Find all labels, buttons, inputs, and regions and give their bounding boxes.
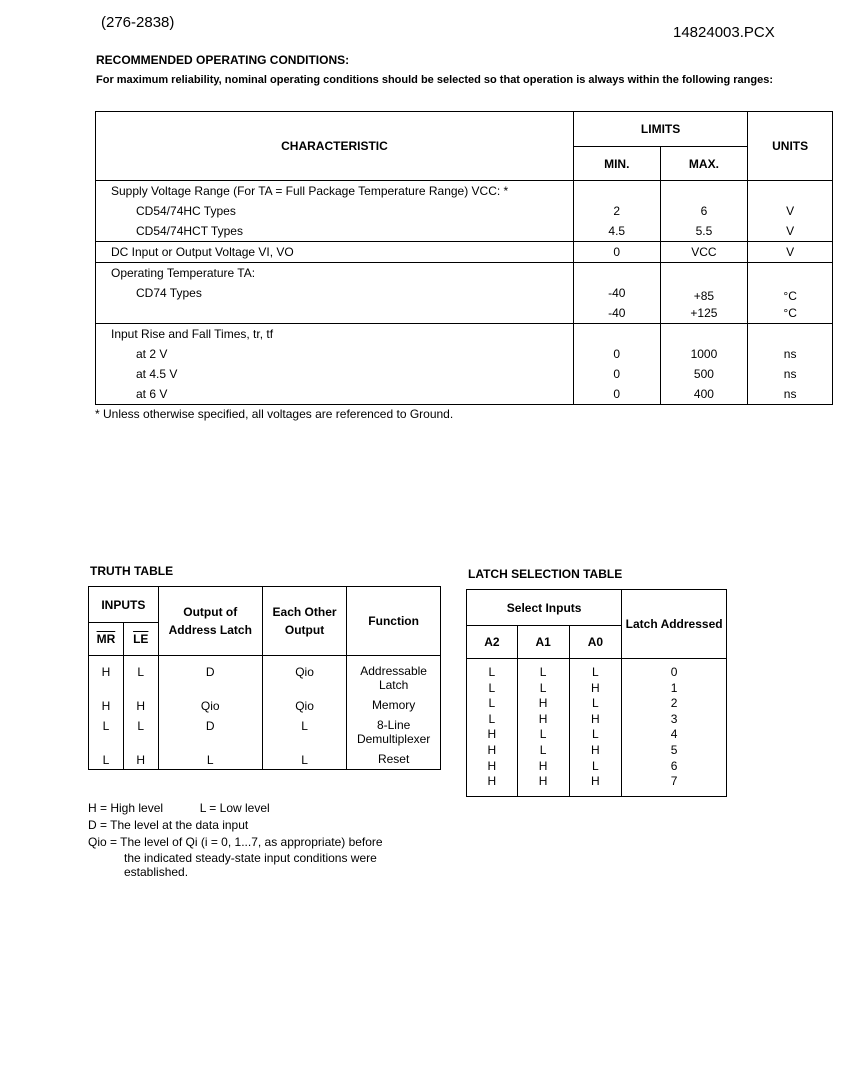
supply-hct-unit: V xyxy=(786,224,795,238)
temp-unit-85: °C xyxy=(783,289,797,303)
truth-table-body xyxy=(89,656,441,770)
tt-each-other: Qio xyxy=(295,665,314,679)
operating-conditions-title: RECOMMENDED OPERATING CONDITIONS: xyxy=(96,53,350,67)
tt-output: L xyxy=(206,753,214,767)
supply-hc-max: 6 xyxy=(700,204,708,218)
tt-le: H xyxy=(136,753,146,767)
tt-each-other: Qio xyxy=(295,699,314,713)
max-header: MAX. xyxy=(660,147,748,181)
mr-header: $\overline{MR}$ xyxy=(89,623,124,656)
tt-function: 8-Line Demultiplexer xyxy=(356,718,431,746)
operating-conditions-table xyxy=(95,111,833,405)
supply-voltage-label: Supply Voltage Range (For TA = Full Package Temperature Range) VCC: * xyxy=(111,184,509,198)
temp-unit-125: °C xyxy=(783,306,797,320)
temperature-label: Operating Temperature TA: xyxy=(111,266,256,280)
rise-fall-6v: at 6 V xyxy=(136,387,168,401)
rise-fall-group xyxy=(96,324,833,405)
le-header: $\overline{LE}$ xyxy=(123,623,158,656)
tt-mr: H xyxy=(101,665,111,679)
rf-6v-unit: ns xyxy=(783,387,797,401)
latch-selection-table xyxy=(466,589,727,797)
a1-column: L L H H L L H H xyxy=(517,659,569,797)
a0-header: A0 xyxy=(569,626,622,659)
legend-low: L = Low level xyxy=(199,801,270,815)
tt-output: D xyxy=(205,665,215,679)
dc-io-voltage-row xyxy=(96,242,833,263)
supply-type-hct: CD54/74HCT Types xyxy=(136,224,243,238)
temperature-type: CD74 Types xyxy=(136,286,202,300)
tt-function: Memory xyxy=(371,698,416,712)
select-inputs-header: Select Inputs xyxy=(467,590,622,626)
document-code: (276-2838) xyxy=(101,14,175,31)
characteristic-header: CHARACTERISTIC xyxy=(96,112,574,181)
each-other-output-header: Each Other Output xyxy=(262,587,346,656)
rf-4v5-max: 500 xyxy=(693,367,714,381)
tt-mr: L xyxy=(102,719,110,733)
rf-6v-max: 400 xyxy=(693,387,714,401)
legend-qio: Qio = The level of Qi (i = 0, 1...7, as appropriate) before xyxy=(88,835,383,849)
voltage-footnote: * Unless otherwise specified, all voltages are referenced to Ground. xyxy=(95,407,454,421)
temp-max-85: +85 xyxy=(693,289,715,303)
tt-output: Qio xyxy=(200,699,220,713)
tt-le: L xyxy=(137,719,145,733)
a1-header: A1 xyxy=(517,626,569,659)
truth-table-legend xyxy=(88,800,383,879)
latch-table-title: LATCH SELECTION TABLE xyxy=(468,567,623,581)
file-name: 14824003.PCX xyxy=(673,24,775,41)
legend-d: D = The level at the data input xyxy=(88,818,249,832)
rise-fall-4v5: at 4.5 V xyxy=(136,367,178,381)
tt-mr: L xyxy=(102,753,110,767)
a0-column: L H L H L H L H xyxy=(569,659,622,797)
output-latch-header: Output of Address Latch xyxy=(158,587,262,656)
truth-table xyxy=(88,586,441,770)
operating-conditions-intro: For maximum reliability, nominal operating conditions should be selected so that operation is always within the following ranges: xyxy=(96,74,774,86)
function-header: Function xyxy=(347,587,441,656)
dc-io-min: 0 xyxy=(613,245,621,259)
units-header: UNITS xyxy=(748,112,833,181)
tt-function: Reset xyxy=(377,752,410,766)
rise-fall-label: Input Rise and Fall Times, tr, tf xyxy=(111,327,274,341)
dc-io-label: DC Input or Output Voltage VI, VO xyxy=(111,245,294,259)
rf-2v-max: 1000 xyxy=(690,347,718,361)
dc-io-unit: V xyxy=(786,245,795,259)
supply-type-hc: CD54/74HC Types xyxy=(136,204,236,218)
temp-max-125: +125 xyxy=(690,306,718,320)
limits-header: LIMITS xyxy=(573,112,747,147)
legend-qio-end: established. xyxy=(124,865,189,879)
tt-function: Addressable Latch xyxy=(360,664,427,692)
rf-2v-min: 0 xyxy=(613,347,621,361)
tt-le: H xyxy=(136,699,146,713)
legend-levels xyxy=(88,800,383,817)
latch-addressed-header: Latch Addressed xyxy=(622,590,727,659)
temperature-group xyxy=(96,263,833,324)
tt-output: D xyxy=(205,719,215,733)
truth-table-title: TRUTH TABLE xyxy=(90,564,174,578)
dc-io-max: VCC xyxy=(691,245,717,259)
a2-header: A2 xyxy=(467,626,518,659)
tt-each-other: L xyxy=(301,753,308,767)
a2-column: L L L L H H H H xyxy=(467,659,518,797)
legend-high: H = High level xyxy=(88,801,164,815)
inputs-header: INPUTS xyxy=(89,587,159,623)
rise-fall-2v: at 2 V xyxy=(136,347,168,361)
tt-le: L xyxy=(137,665,145,679)
supply-hc-unit: V xyxy=(786,204,795,218)
tt-each-other: L xyxy=(301,719,308,733)
latch-column: 0 1 2 3 4 5 6 7 xyxy=(622,659,727,797)
supply-hct-min: 4.5 xyxy=(608,224,626,238)
supply-voltage-group xyxy=(96,181,833,242)
temp-min-85: -40 xyxy=(608,286,626,300)
latch-table-body xyxy=(467,659,727,797)
rf-4v5-unit: ns xyxy=(783,367,797,381)
legend-qio-cont: the indicated steady-state input conditions were xyxy=(124,851,377,865)
rf-4v5-min: 0 xyxy=(613,367,621,381)
rf-6v-min: 0 xyxy=(613,387,621,401)
temp-min-125: -40 xyxy=(608,306,626,320)
tt-mr: H xyxy=(101,699,111,713)
supply-hct-max: 5.5 xyxy=(695,224,713,238)
rf-2v-unit: ns xyxy=(783,347,797,361)
min-header: MIN. xyxy=(573,147,660,181)
supply-hc-min: 2 xyxy=(613,204,621,218)
